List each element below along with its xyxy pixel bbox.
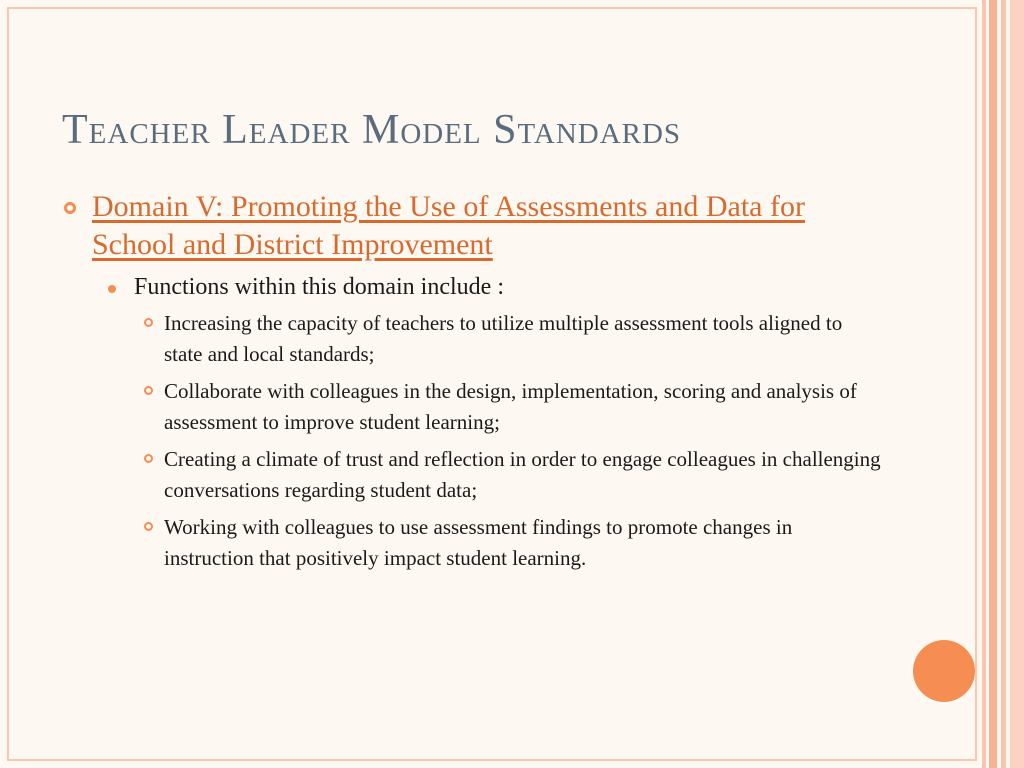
slide-body [62, 188, 882, 574]
decorative-stripe [989, 0, 997, 768]
subheading-text: Functions within this domain include : [134, 274, 504, 300]
dot-bullet-icon [108, 285, 116, 293]
function-text: Collaborate with colleagues in the design, implementation, scoring and analysis of assessment to improve student learning; [164, 379, 857, 434]
list-item [62, 444, 882, 506]
ring-bullet-icon [144, 386, 153, 395]
ring-bullet-icon [144, 454, 153, 463]
domain-link[interactable]: Domain V: Promoting the Use of Assessments and Data for School and District Improvement [92, 190, 805, 261]
function-text: Working with colleagues to use assessment findings to promote changes in instruction that positively impact student learning. [164, 515, 793, 570]
ring-bullet-icon [144, 318, 153, 327]
slide-title: Teacher Leader Model Standards [62, 107, 682, 153]
list-item [62, 376, 882, 438]
ring-bullet-icon [144, 522, 153, 531]
decorative-circle [913, 640, 975, 702]
subheading-bullet [62, 272, 882, 302]
decorative-stripe [1001, 0, 1006, 768]
function-text: Increasing the capacity of teachers to utilize multiple assessment tools aligned to state and local standards; [164, 311, 843, 366]
decorative-stripe [1010, 0, 1024, 768]
list-item [62, 512, 882, 574]
list-item [62, 308, 882, 370]
decorative-stripe [982, 0, 986, 768]
ring-bullet-icon [64, 202, 76, 214]
domain-bullet [62, 188, 882, 264]
function-text: Creating a climate of trust and reflection in order to engage colleagues in challenging conversations regarding student data; [164, 447, 881, 502]
